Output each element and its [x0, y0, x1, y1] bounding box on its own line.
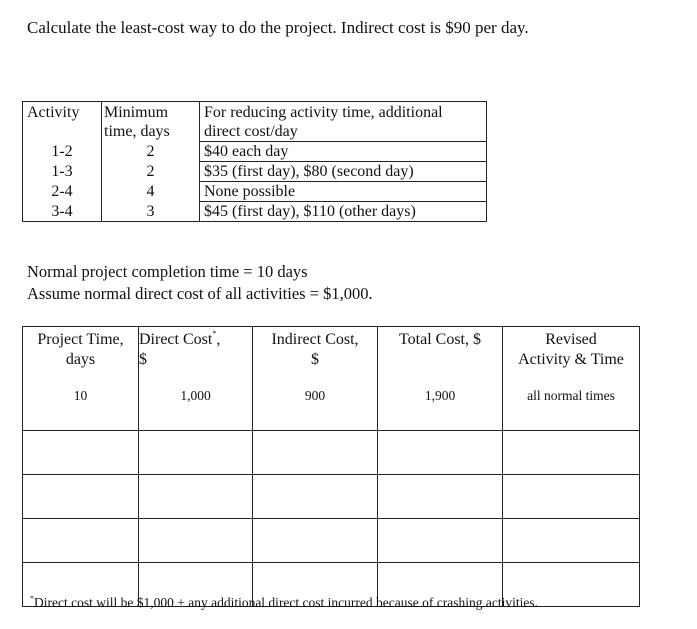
direct-cost-note: Assume normal direct cost of all activities = $1,000. [27, 284, 373, 303]
indirect-cost-cell: 900 [253, 374, 378, 431]
activity-row [23, 182, 487, 202]
table-row-empty [23, 519, 640, 563]
min-time-cell: 2 [102, 162, 200, 182]
footnote [30, 595, 538, 611]
cost-cell: $35 (first day), $80 (second day) [200, 162, 487, 182]
total-cost-cell: 1,900 [378, 374, 503, 431]
total-cost-header: Total Cost, $ [378, 327, 503, 375]
project-time-header: Project Time, days [23, 327, 139, 375]
revised-cell: all normal times [503, 374, 640, 431]
indirect-cost-header: Indirect Cost, $ [253, 327, 378, 375]
min-time-header-line1: Minimum [104, 104, 169, 121]
min-time-cell: 4 [102, 182, 200, 202]
reduce-header [200, 102, 487, 123]
activity-cell: 1-2 [23, 142, 102, 162]
min-time-header-line2: time, days [102, 122, 200, 142]
cost-header-row [23, 327, 640, 375]
activity-row [23, 202, 487, 222]
footnote-text: Direct cost will be $1,000 + any additional direct cost incurred because of crashing activities. [34, 595, 538, 610]
footnote-mark: * [30, 594, 34, 603]
reduce-header-line1: For reducing activity time, additional [204, 104, 443, 121]
direct-cost-cell: 1,000 [139, 374, 253, 431]
cost-table [22, 326, 640, 607]
direct-cost-header: Direct Cost*, $ [139, 327, 253, 375]
completion-time-note: Normal project completion time = 10 days [27, 262, 308, 281]
min-time-cell: 2 [102, 142, 200, 162]
time-cell: 10 [23, 374, 139, 431]
activity-row [23, 142, 487, 162]
table-row [23, 374, 640, 431]
activity-header-row [23, 102, 487, 123]
min-time-header [102, 102, 200, 123]
cost-cell: $40 each day [200, 142, 487, 162]
activity-header-row-2 [23, 122, 487, 142]
problem-statement: Calculate the least-cost way to do the project. Indirect cost is $90 per day. [27, 18, 529, 37]
activity-row [23, 162, 487, 182]
activity-table [22, 101, 487, 222]
activity-header-label: Activity [27, 104, 80, 121]
cost-cell: $45 (first day), $110 (other days) [200, 202, 487, 222]
footnote-mark: * [212, 329, 217, 338]
activity-cell: 3-4 [23, 202, 102, 222]
min-time-cell: 3 [102, 202, 200, 222]
table-row-empty [23, 475, 640, 519]
cost-cell: None possible [200, 182, 487, 202]
reduce-header-line2: direct cost/day [200, 122, 487, 142]
revised-activity-header: Revised Activity & Time [503, 327, 640, 375]
activity-cell: 2-4 [23, 182, 102, 202]
table-row-empty [23, 431, 640, 475]
activity-header [23, 102, 102, 123]
activity-cell: 1-3 [23, 162, 102, 182]
